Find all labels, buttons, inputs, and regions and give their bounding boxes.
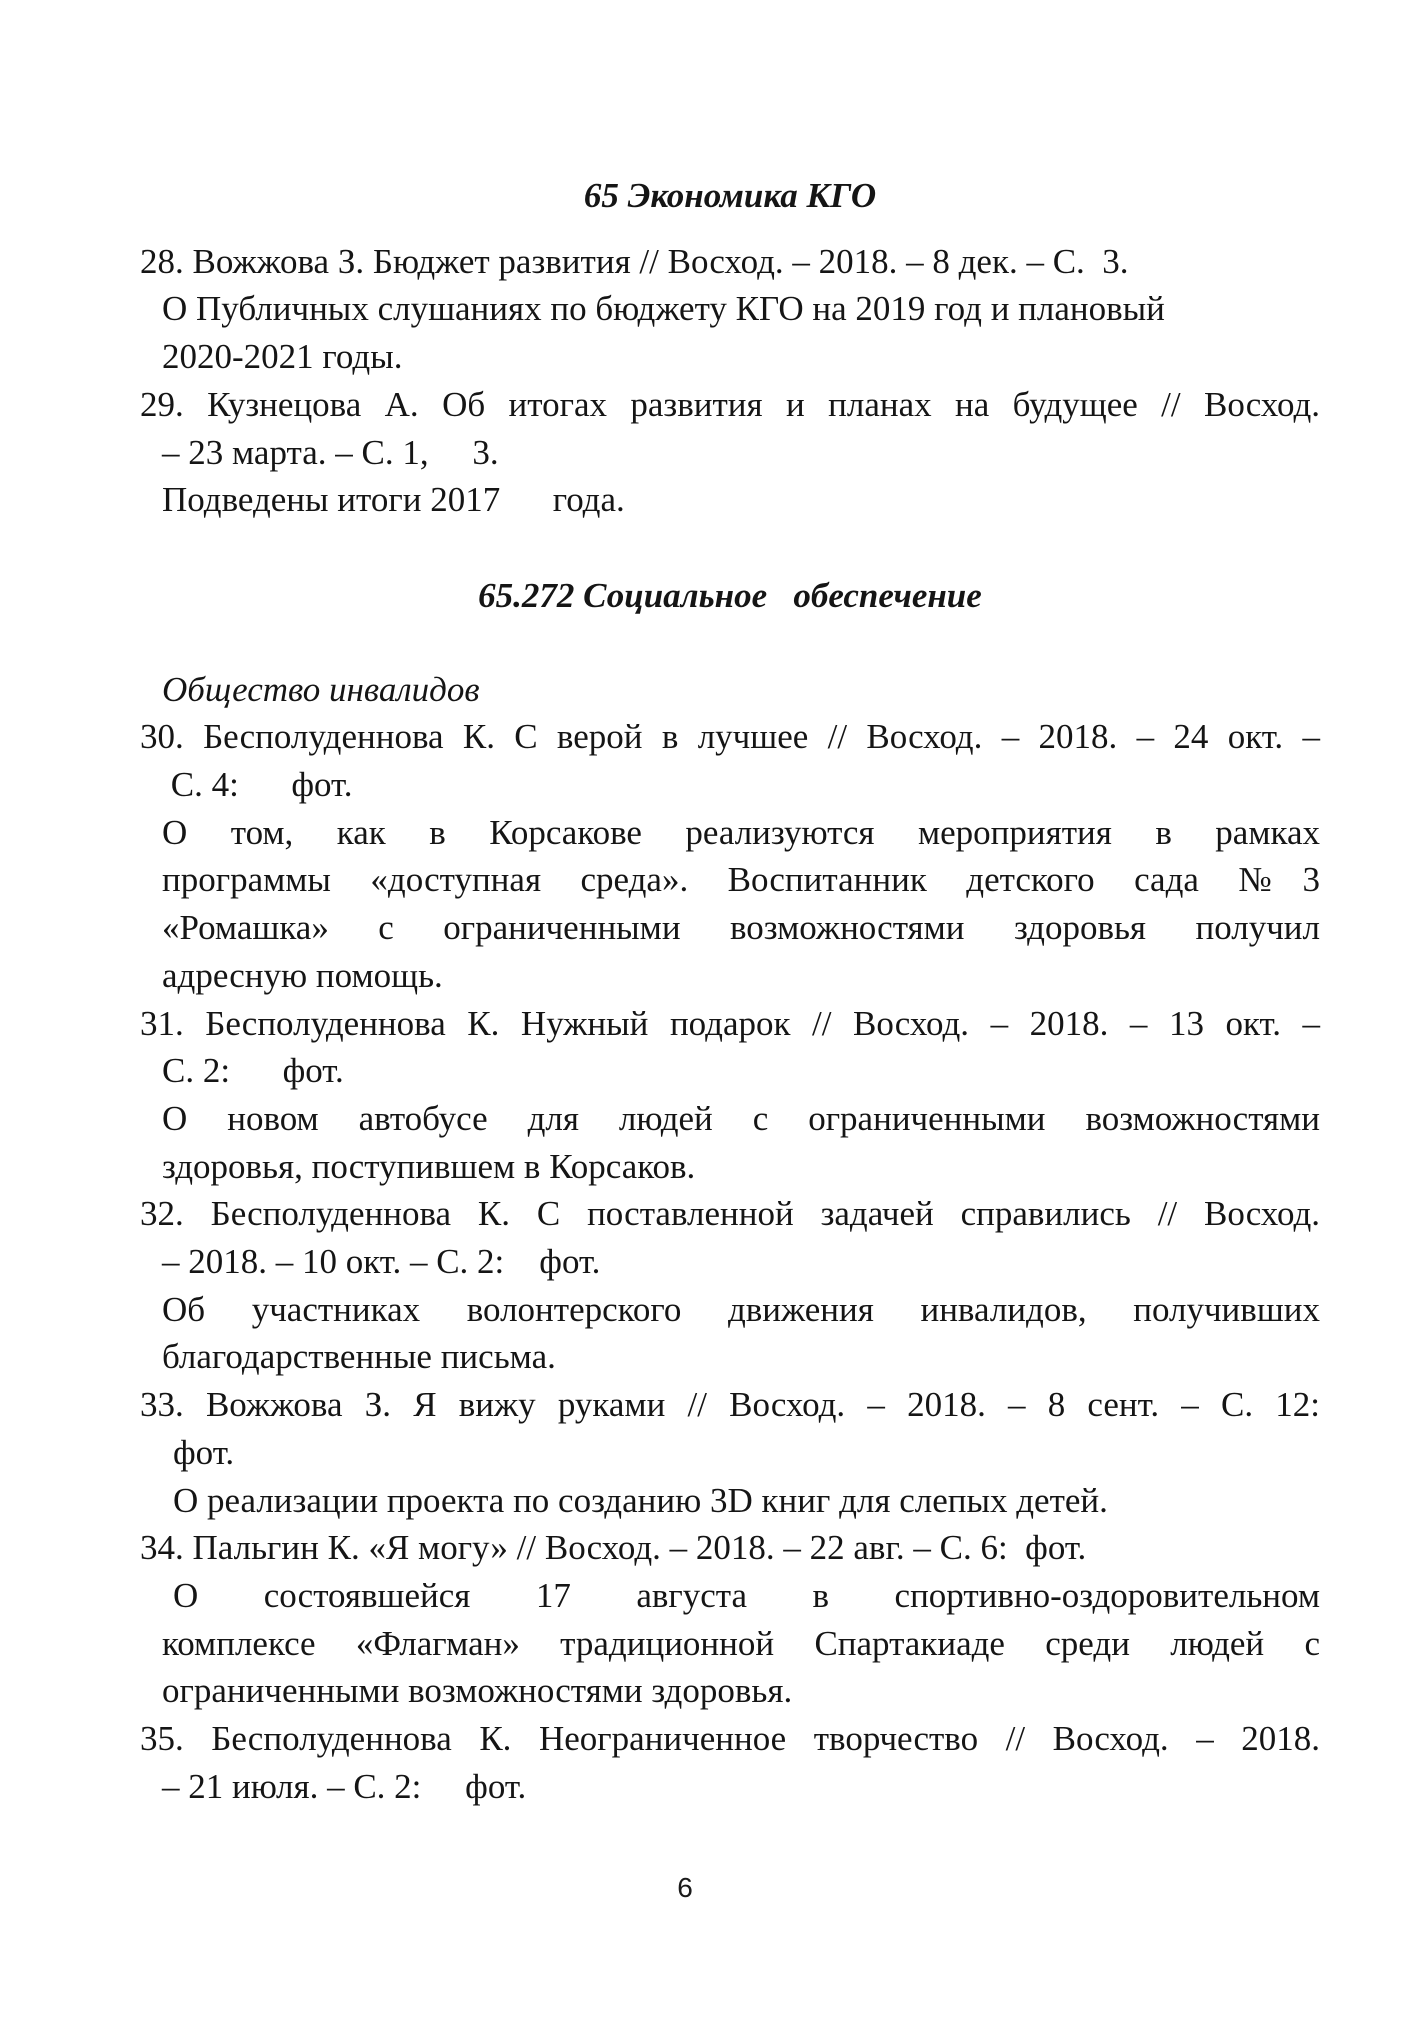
entry-28-line-2: О Публичных слушаниях по бюджету КГО на 2019 год и плановый xyxy=(162,289,1165,329)
page-number: 6 xyxy=(677,1871,693,1903)
entry-31-line-1: 31. Бесполуденнова К. Нужный подарок // Восход. – 2018. – 13 окт. – xyxy=(140,1003,1320,1043)
entry-30-line-4: программы «доступная среда». Воспитанник детского сада №3 xyxy=(162,860,1320,900)
subsection-heading-disabled-society: Общество инвалидов xyxy=(162,669,480,709)
entry-34-line-1: 34. Пальгин К. «Я могу» // Восход. – 2018. – 22 авг. – С. 6: фот. xyxy=(140,1528,1087,1568)
entry-31-line-3: О новом автобусе для людей с ограниченными возможностями xyxy=(162,1098,1320,1138)
entry-34-line-4: ограниченными возможностями здоровья. xyxy=(162,1671,793,1711)
entry-30-line-3: О том, как в Корсакове реализуются мероприятия в рамках xyxy=(162,812,1320,852)
entry-34-line-3: комплексе «Флагман» традиционной Спартакиаде среди людей с xyxy=(162,1623,1320,1663)
entry-33-line-3: О реализации проекта по созданию 3D книг для слепых детей. xyxy=(173,1480,1108,1520)
section-heading-economy: 65 Экономика КГО xyxy=(583,176,877,215)
entry-28-line-1: 28. Вожжова З. Бюджет развития // Восход. – 2018. – 8 дек. – С. 3. xyxy=(140,241,1129,281)
entry-29-line-3: Подведены итоги 2017 года. xyxy=(162,480,625,520)
entry-34-line-2: О состоявшейся 17 августа в спортивно-оздоровительном xyxy=(173,1575,1320,1615)
entry-35-line-1: 35. Бесполуденнова К. Неограниченное творчество // Восход. – 2018. xyxy=(140,1719,1320,1759)
entry-29-line-1: 29. Кузнецова А. Об итогах развития и планах на будущее // Восход. xyxy=(140,384,1320,424)
entry-30-line-6: адресную помощь. xyxy=(162,955,443,995)
entry-32-line-3: Об участниках волонтерского движения инвалидов, получивших xyxy=(162,1289,1320,1329)
entry-30-line-1: 30. Бесполуденнова К. С верой в лучшее // Восход. – 2018. – 24 окт. – xyxy=(140,717,1320,757)
entry-30-line-5: «Ромашка» с ограниченными возможностями здоровья получил xyxy=(162,908,1320,948)
entry-35-line-2: – 21 июля. – С. 2: фот. xyxy=(162,1766,527,1806)
text-block xyxy=(140,172,1320,1911)
entry-31-line-2: С. 2: фот. xyxy=(162,1051,344,1091)
entry-32-line-2: – 2018. – 10 окт. – С. 2: фот. xyxy=(162,1242,601,1282)
section-heading-social-security: 65.272 Социальное обеспечение xyxy=(478,575,982,615)
entry-31-line-4: здоровья, поступившем в Корсаков. xyxy=(162,1146,696,1186)
entry-33-line-1: 33. Вожжова З. Я вижу руками // Восход. – 2018. – 8 сент. – С. 12: xyxy=(140,1385,1320,1425)
entry-30-line-2: С. 4: фот. xyxy=(162,765,353,805)
entry-29-line-2: – 23 марта. – С. 1, 3. xyxy=(162,432,499,472)
entry-32-line-4: благодарственные письма. xyxy=(162,1337,556,1377)
entry-33-line-2: фот. xyxy=(173,1432,235,1472)
entry-28-line-3: 2020-2021 годы. xyxy=(162,337,403,377)
entry-32-line-1: 32. Бесполуденнова К. С поставленной задачей справились // Восход. xyxy=(140,1194,1320,1234)
